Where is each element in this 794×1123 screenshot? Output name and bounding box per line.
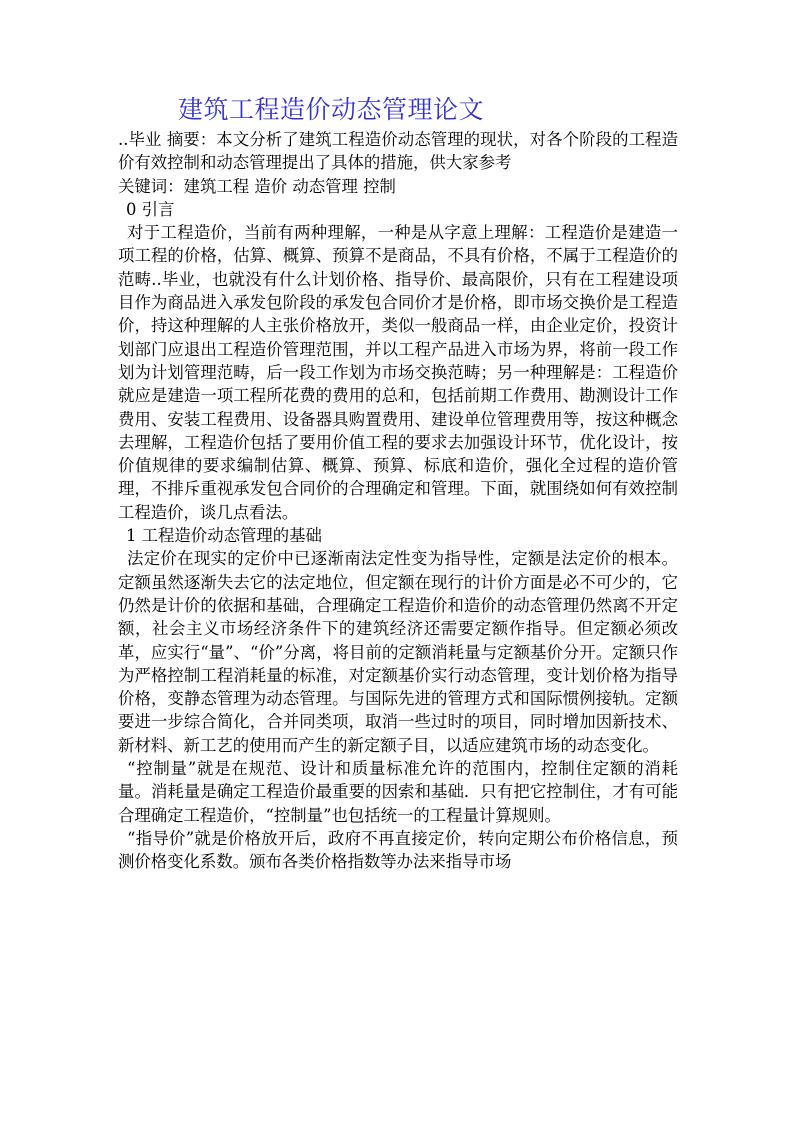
section-1-paragraph-1: 法定价在现实的定价中已逐渐南法定性变为指导性，定额是法定价的根本。定额虽然逐渐失去它的法定地位，但定额在现行的计价方面是必不可少的，它仍然是计价的依据和基础，合理确定工程造价和造价的动态管理仍然离不开定额，社会主义市场经济条件下的建筑经济还需要定额作指导。但定额必须改革，应实行“量”、“价”分离，将目前的定额消耗量与定额基价分开。定额只作为严格控制工程消耗量的标准，对定额基价实行动态管理，变计划价格为指导价格，变静态管理为动态管理。与国际先进的管理方式和国际惯例接轨。定额要进一步综合简化，合并同类项，取消一些过时的项目，同时增加因新技术、新材料、新工艺的使用而产生的新定额子目，以适应建筑市场的动态变化。	[118, 549, 678, 755]
section-0-heading: 0 引言	[126, 199, 175, 219]
keywords-line: 关键词：建筑工程 造价 动态管理 控制	[118, 176, 396, 196]
section-0-paragraph-1: 对于工程造价，当前有两种理解，一种是从字意上理解：工程造价是建造一项工程的价格，估算、概算、预算不是商品，不具有价格，不属于工程造价的范畴..毕业，也就没有什么计划价格、指导价、最高限价，只有在工程建设项目作为商品进入承发包阶段的承发包合同价才是价格，即市场交换价是工程造价，持这种理解的人主张价格放开，类似一般商品一样，由企业定价，投资计划部门应退出工程造价管理范围，并以工程产品进入市场为界，将前一段工作划为计划管理范畴，后一段工作划为市场交换范畴；另一种理解是：工程造价就应是建造一项工程所花费的费用的总和，包括前期工作费用、勘测设计工作费用、安装工程费用、设备器具购置费用、建设单位管理费用等，按这种概念去理解，工程造价包括了要用价值工程的要求去加强设计环节，优化设计，按价值规律的要求编制估算、概算、预算、标底和造价，强化全过程的造价管理，不排斥重视承发包合同价的合理确定和管理。下面，就围绕如何有效控制工程造价，谈几点看法。	[118, 223, 678, 522]
section-1-heading: 1 工程造价动态管理的基础	[126, 526, 322, 546]
document-body	[118, 128, 678, 874]
section-1-paragraph-3: “指导价”就是价格放开后，政府不再直接定价，转向定期公布价格信息，预测价格变化系数。颁布各类价格指数等办法来指导市场	[118, 828, 678, 872]
intro-paragraph: ..毕业 摘要：本文分析了建筑工程造价动态管理的现状，对各个阶段的工程造价有效控制和动态管理提出了具体的措施，供大家参考	[118, 130, 678, 173]
document-title: 建筑工程造价动态管理论文	[178, 95, 485, 124]
document-page	[118, 92, 678, 874]
section-1-paragraph-2: “控制量”就是在规范、设计和质量标准允许的范围内，控制住定额的消耗量。消耗量是确定工程造价最重要的因索和基础．只有把它控制住，才有可能合理确定工程造价，“控制量”也包括统一的工程量计算规则。	[118, 759, 678, 825]
